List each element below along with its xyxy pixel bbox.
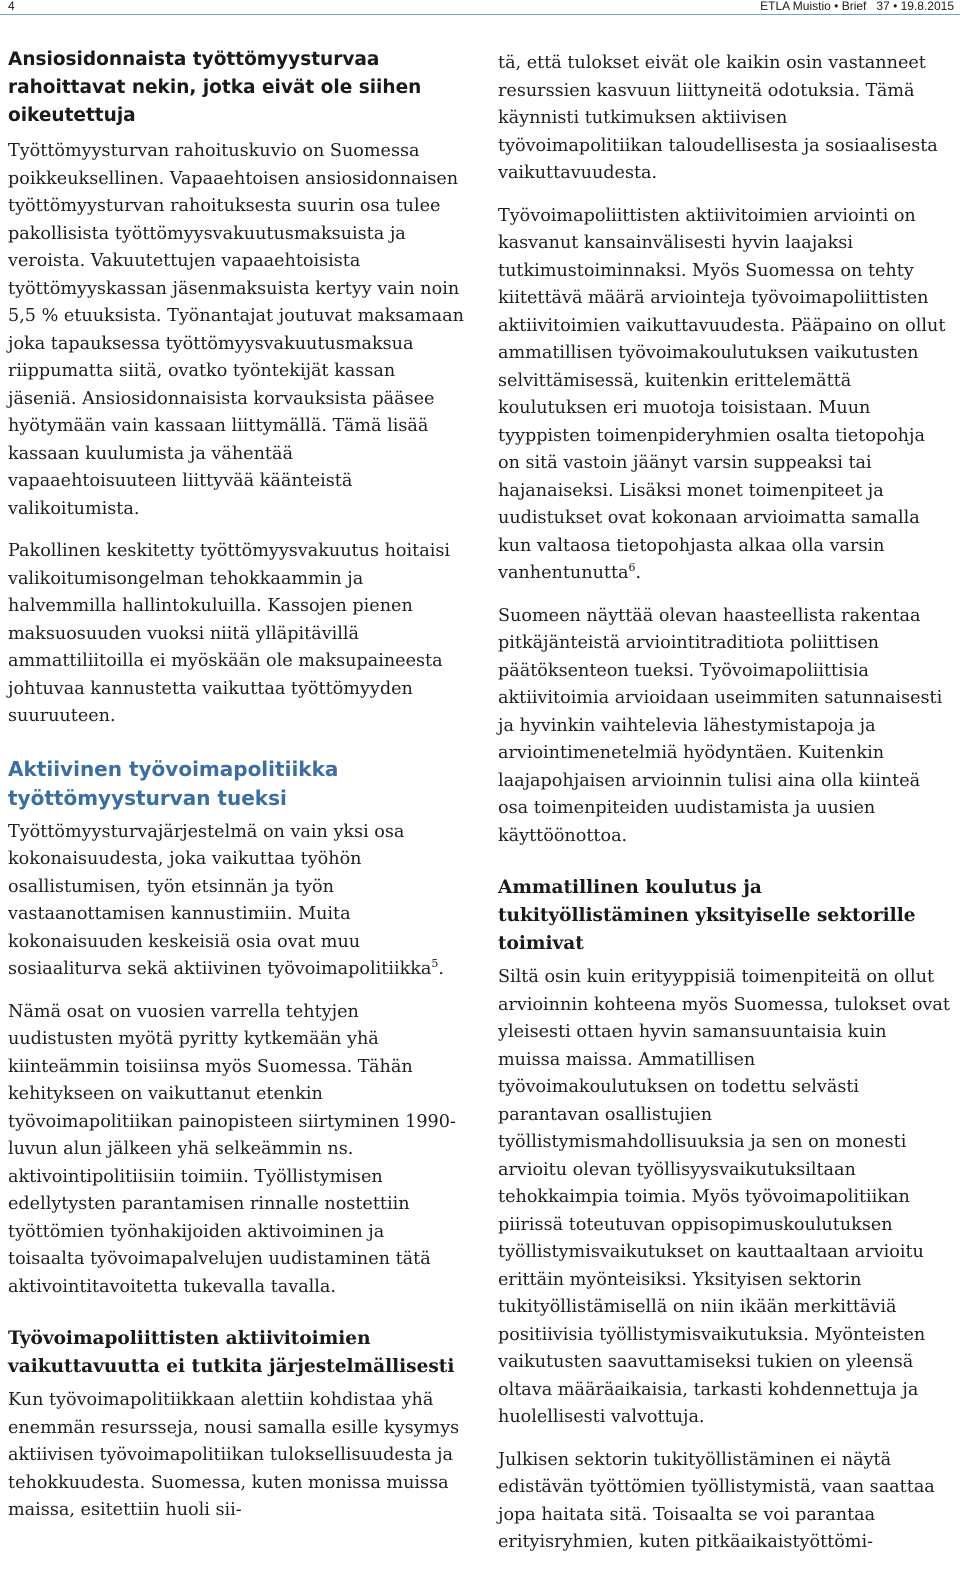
section-heading-active-policy: Aktiivinen työvoimapolitiikka työttömyysturvan tueksi <box>8 756 339 810</box>
left-column <box>8 46 464 1540</box>
header-rule <box>0 14 960 15</box>
paragraph: Työttömyysturvan rahoituskuvio on Suomessa poikkeuksellinen. Vapaaehtoisen ansiosidonnaisen työttömyysturvan rahoituksesta suurin osa tulee pakollisista työttömyysvakuutusmaksuista ja veroista. Vakuutettujen vapaaehtoisista työttömyyskassan jäsenmaksuista kertyy vain noin 5,5 % etuuksista. Työnantajat joutuvat maksamaan joka tapauksessa työttömyysvakuutusmaksua riippumatta siitä, ovatko työntekijät kassan jäseniä. Ansiosidonnaisista korvauksista pääsee hyötymään vain kassaan liittymällä. Tämä lisää kassaan kuulumista ja vähentää vapaaehtoisuuteen liittyvää käänteistä valikoitumista. <box>8 141 464 519</box>
footnote-ref: 6 <box>628 561 636 575</box>
page-number: 4 <box>8 0 15 13</box>
section-heading-vocational-training: Ammatillinen koulutus ja tukityöllistäminen yksityiselle sektorille toimivat <box>498 877 916 954</box>
paragraph-text: Työttömyysturvajärjestelmä on vain yksi osa kokonaisuudesta, joka vaikuttaa työhön osallistumisen, työn etsinnän ja työn vastaanottamisen kannustimiin. Muita kokonaisuuden keskeisiä osia ovat muu sosiaaliturva sekä aktiivinen työvoimapolitiikka <box>8 821 432 979</box>
publication-info <box>760 0 954 13</box>
footnote-ref: 5 <box>431 957 439 971</box>
paragraph: Pakollinen keskitetty työttömyysvakuutus hoitaisi valikoitumisongelman tehokkaammin ja halvemmilla hallintokuluilla. Kassojen pienen maksuosuuden vuoksi niitä ylläpitävillä ammattiliitoilla ei myöskään ole maksupaineesta johtuvaa kannustetta vaikuttaa työttömyyden suuruuteen. <box>8 541 450 726</box>
paragraph-end: . <box>635 563 642 583</box>
right-column <box>498 50 950 1572</box>
section-heading-funding: Ansiosidonnaista työttömyysturvaa rahoittavat nekin, jotka eivät ole siihen oikeutettuja <box>8 49 422 126</box>
paragraph: Suomeen näyttää olevan haasteellista rakentaa pitkäjänteistä arviointitraditiota poliittisen päätöksenteon tueksi. Työvoimapoliittisia aktiivitoimia arvioidaan useimmiten satunnaisesti ja hyvinkin vaihtelevia lähestymistapoja ja arviointimenetelmiä hyödyntäen. Kuitenkin laajapohjaisen arvioinnin tulisi aina olla kiinteä osa toimenpiteiden uudistamista ja uusien käyttöönottoa. <box>498 605 943 846</box>
issue-info: 37 • 19.8.2015 <box>876 0 954 13</box>
page-header <box>0 0 960 16</box>
section-heading-evaluation: Työvoimapoliittisten aktiivitoimien vaikuttavuutta ei tutkita järjestelmällisesti <box>8 1328 455 1377</box>
paragraph: Kun työvoimapolitiikkaan alettiin kohdistaa yhä enemmän resursseja, nousi samalla esille kysymys aktiivisen työvoimapolitiikan tuloksellisuudesta ja tehokkuudesta. Suomessa, kuten monissa muissa maissa, esitettiin huoli sii- <box>8 1390 460 1520</box>
paragraph-end: . <box>438 959 445 979</box>
paragraph <box>498 203 950 588</box>
paragraph: Julkisen sektorin tukityöllistäminen ei näytä edistävän työttömien työllistymistä, vaan saattaa jopa haitata sitä. Toisaalta se voi parantaa erityisryhmien, kuten pitkäaikaistyöttömi- <box>498 1449 935 1552</box>
paragraph: Siltä osin kuin erityyppisiä toimenpiteitä on ollut arvioinnin kohteena myös Suomessa, tulokset ovat yleisesti ottaen hyvin samansuuntaisia kuin muissa maissa. Ammatillisen työvoimakoulutuksen on todettu selvästi parantavan osallistujien työllistymismahdollisuuksia ja sen on monesti arvioitu olevan työllisyysvaikutuksiltaan tehokkaimpia toimia. Myös työvoimapolitiikan piirissä toteutuvan oppisopimuskoulutuksen työllistymisvaikutukset on kauttaaltaan arvioitu erittäin myönteisiksi. Yksityisen sektorin tukityöllistämisellä on niin ikään merkittäviä positiivisia työllistymisvaikutuksia. Myönteisten vaikutusten saavuttamiseksi tukien on yleensä oltava määräaikaisia, tarkasti kohdennettuja ja huolellisesti valvottuja. <box>498 967 950 1427</box>
paragraph: tä, että tulokset eivät ole kaikin osin vastanneet resurssien kasvuun liittyneitä odotuksia. Tämä käynnisti tutkimuksen aktiivisen työvoimapolitiikan taloudellisesta ja sosiaalisesta vaikuttavuudesta. <box>498 53 938 183</box>
publication-name: ETLA Muistio • Brief <box>760 0 867 13</box>
paragraph: Nämä osat on vuosien varrella tehtyjen uudistusten myötä pyritty kytkemään yhä kiinteämmin toisiinsa myös Suomessa. Tähän kehitykseen on vaikuttanut etenkin työvoimapolitiikan painopisteen siirtyminen 1990-luvun alun jälkeen yhä selkeämmin ns. aktivointipolitiisiin toimiin. Työllistymisen edellytysten parantamisen rinnalle nostettiin työttömien työnhakijoiden aktivoiminen ja toisaalta työvoimapalvelujen uudistaminen tätä aktivointitavoitetta tukevalla tavalla. <box>8 1001 456 1297</box>
paragraph <box>8 819 464 984</box>
paragraph-text: Työvoimapoliittisten aktiivitoimien arviointi on kasvanut kansainvälisesti hyvin laajaksi tutkimustoiminnaksi. Myös Suomessa on tehty kiitettävä määrä arviointeja työvoimapoliittisten aktiivitoimien vaikuttavuudesta. Pääpaino on ollut ammatillisen työvoimakoulutuksen vaikutusten selvittämisessä, kuitenkin erittelemättä koulutuksen eri muotoja toisistaan. Muun tyyppisten toimenpideryhmien osalta tietopohja on sitä vastoin jäänyt varsin suppeaksi tai hajanaiseksi. Lisäksi monet toimenpiteet ja uudistukset ovat kokonaan arvioimatta samalla kun valtaosa tietopohjasta alkaa olla varsin vanhentunutta <box>498 205 946 583</box>
